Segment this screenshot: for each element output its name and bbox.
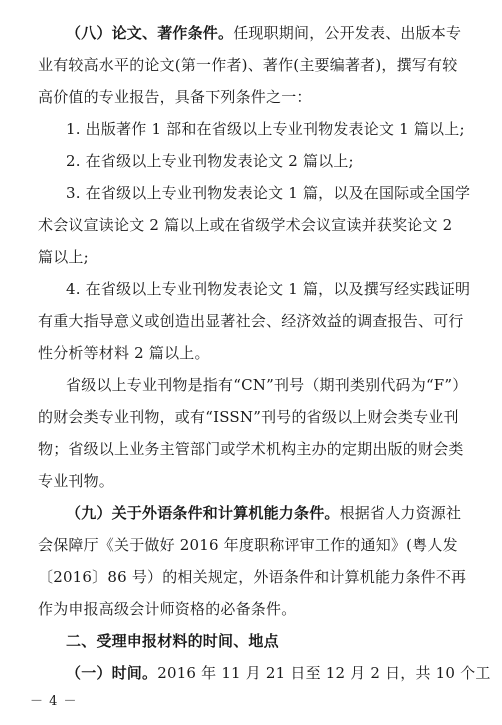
paragraph-9-line-2: 会保障厅《关于做好 2016 年度职称评审工作的通知》(粤人发 [38,536,458,554]
section-8-text: 任现职期间，公开发表、出版本专 [233,24,462,42]
time-text: 2016 年 11 月 21 日至 12 月 2 日，共 10 个工 [157,664,491,682]
section-9-text: 根据省人力资源社 [339,504,462,522]
paragraph-8-line-3: 高价值的专业报告，具备下列条件之一： [38,88,312,106]
paragraph-8-line-1 [66,22,461,44]
section-2-heading: 二、受理申报材料的时间、地点 [66,632,279,650]
note-line-2: 的财会类专业刊物，或有“ISSN”刊号的省级以上财会类专业刊 [38,408,459,426]
paragraph-9-line-4: 作为申报高级会计师资格的必备条件。 [38,600,297,618]
condition-4-line-3: 性分析等材料 2 篇以上。 [38,344,210,362]
time-line-1 [66,662,491,684]
paragraph-9-line-3: 〔2016〕86 号）的相关规定，外语条件和计算机能力条件不再 [38,568,467,586]
condition-4-line-1: 4. 在省级以上专业刊物发表论文 1 篇，以及撰写经实践证明 [66,280,471,298]
section-8-heading: （八）论文、著作条件。 [66,24,234,42]
paragraph-9-line-1 [66,502,461,524]
condition-3-line-1: 3. 在省级以上专业刊物发表论文 1 篇，以及在国际或全国学 [66,184,471,202]
paragraph-8-line-2: 业有较高水平的论文(第一作者)、著作(主要编著者)，撰写有较 [38,56,458,74]
note-line-4: 专业刊物。 [38,472,115,490]
note-line-1: 省级以上专业刊物是指有“CN”刊号（期刊类别代码为“F”） [66,376,468,394]
condition-4-line-2: 有重大指导意义或创造出显著社会、经济效益的调查报告、可行 [38,312,464,330]
note-line-3: 物；省级以上业务主管部门或学术机构主办的定期出版的财会类 [38,440,464,458]
section-9-heading: （九）关于外语条件和计算机能力条件。 [66,504,340,522]
condition-3-line-2: 术会议宣读论文 2 篇以上或在省级学术会议宣读并获奖论文 2 [38,216,453,234]
time-heading: （一）时间。 [66,664,158,682]
condition-2: 2. 在省级以上专业刊物发表论文 2 篇以上; [66,152,354,170]
condition-1: 1. 出版著作 1 部和在省级以上专业刊物发表论文 1 篇以上; [66,120,465,138]
condition-3-line-3: 篇以上; [38,248,89,266]
page-number: － 4 － [30,694,78,709]
